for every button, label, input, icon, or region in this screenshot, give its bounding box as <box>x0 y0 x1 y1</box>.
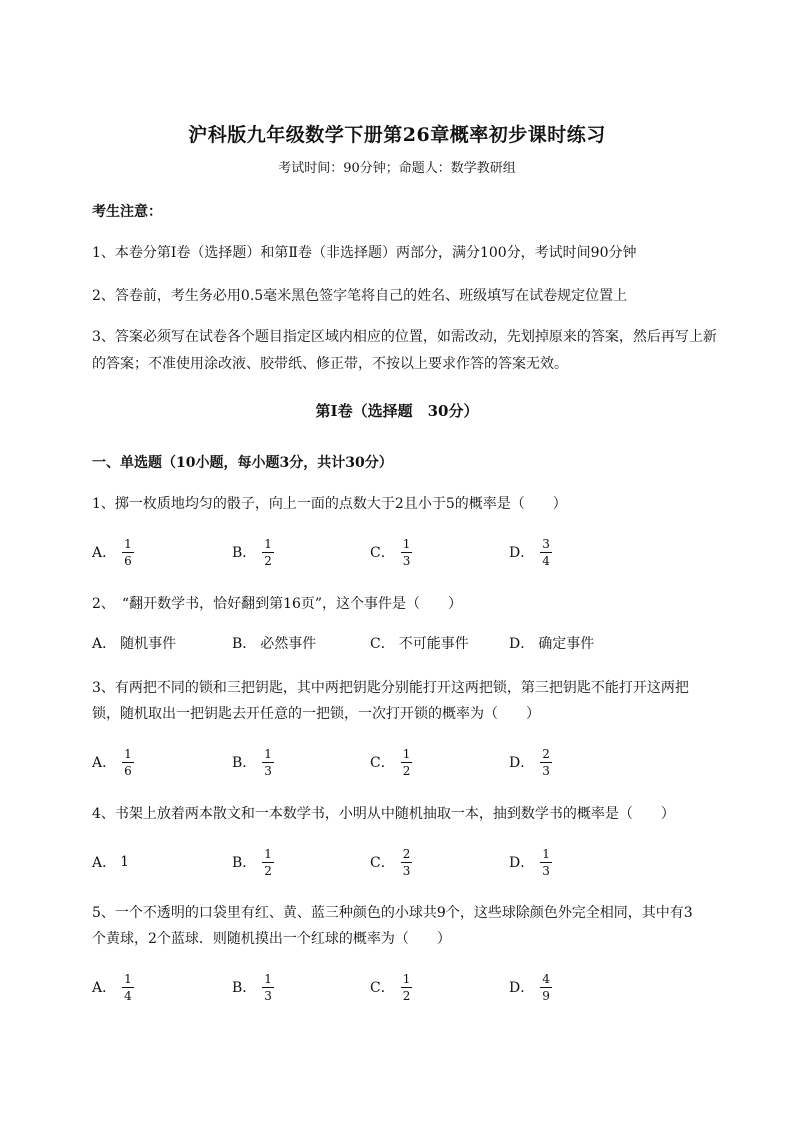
fraction-denominator: 6 <box>124 553 132 568</box>
fraction-denominator: 2 <box>264 863 272 878</box>
option-b <box>232 623 316 663</box>
fraction-denominator: 4 <box>542 553 550 568</box>
option-b <box>232 967 274 1007</box>
option-a <box>92 623 176 663</box>
option-label: B． <box>232 636 257 652</box>
part-heading: 一、单选题（10小题，每小题3分，共计30分） <box>92 455 393 471</box>
option-d <box>509 742 552 782</box>
note-item: 3、答案必须写在试卷各个题目指定区域内相应的位置，如需改动，先划掉原来的答案，然后再写上新 <box>92 329 717 345</box>
fraction-denominator: 3 <box>542 763 550 778</box>
notes-heading: 考生注意： <box>92 204 162 220</box>
option-label: C． <box>370 855 395 871</box>
option-label: D． <box>509 855 535 871</box>
section-title: 第I卷（选择题 30分） <box>315 402 479 420</box>
fraction <box>540 972 552 1003</box>
option-b <box>232 532 274 572</box>
question-text: 4、书架上放着两本散文和一本数学书，小明从中随机抽取一本，抽到数学书的概率是（ ） <box>92 806 675 822</box>
fraction <box>122 747 134 778</box>
exam-info: 考试时间：90分钟；命题人：数学教研组 <box>278 161 516 176</box>
option-c <box>370 623 469 663</box>
fraction <box>401 972 413 1003</box>
option-a <box>92 742 134 782</box>
page-title: 沪科版九年级数学下册第26章概率初步课时练习 <box>188 124 606 146</box>
option-label: D． <box>509 545 535 561</box>
option-c <box>370 842 412 882</box>
fraction-numerator: 1 <box>542 846 550 861</box>
option-label: B． <box>232 755 257 771</box>
fraction <box>540 537 552 568</box>
fraction-denominator: 3 <box>402 863 411 878</box>
question-text: 3、有两把不同的锁和三把钥匙，其中两把钥匙分别能打开这两把锁，第三把钥匙不能打开这两把 <box>92 680 689 696</box>
option-label: D． <box>509 636 535 652</box>
option-label: B． <box>232 545 257 561</box>
option-label: A． <box>92 636 117 652</box>
option-row <box>92 623 712 663</box>
fraction-denominator: 2 <box>402 988 411 1003</box>
fraction-denominator: 9 <box>542 988 550 1003</box>
fraction <box>401 747 413 778</box>
option-d <box>509 967 552 1007</box>
option-row <box>92 742 712 782</box>
fraction-numerator: 1 <box>124 971 132 986</box>
fraction-denominator: 3 <box>264 988 272 1003</box>
fraction-denominator: 2 <box>264 553 272 568</box>
question-text: 2、 “翻开数学书，恰好翻到第16页”，这个事件是（ ） <box>92 596 463 612</box>
option-b <box>232 842 274 882</box>
note-item: 的答案；不准使用涂改液、胶带纸、修正带，不按以上要求作答的答案无效。 <box>92 356 568 372</box>
option-label: D． <box>509 755 535 771</box>
option-a <box>92 532 134 572</box>
option-text: 不可能事件 <box>398 636 469 652</box>
fraction-numerator: 1 <box>402 746 411 761</box>
question-text: 锁，随机取出一把钥匙去开任意的一把锁，一次打开锁的概率为（ ） <box>92 706 540 722</box>
option-text: 随机事件 <box>120 636 177 652</box>
fraction-denominator: 4 <box>124 988 132 1003</box>
option-label: A． <box>92 545 117 561</box>
option-label: B． <box>232 980 257 996</box>
option-label: C． <box>370 755 395 771</box>
fraction <box>262 747 274 778</box>
fraction-denominator: 2 <box>402 763 411 778</box>
option-c <box>370 742 412 782</box>
question-text: 个黄球，2个蓝球．则随机摸出一个红球的概率为（ ） <box>92 931 451 947</box>
option-label: A． <box>92 855 117 871</box>
fraction <box>262 537 274 568</box>
fraction <box>122 537 134 568</box>
option-d <box>509 532 552 572</box>
fraction-numerator: 2 <box>542 746 550 761</box>
option-label: A． <box>92 980 117 996</box>
note-item: 1、本卷分第I卷（选择题）和第Ⅱ卷（非选择题）两部分，满分100分，考试时间90分钟 <box>92 245 637 261</box>
option-d <box>509 842 552 882</box>
question-text: 1、掷一枚质地均匀的骰子，向上一面的点数大于2且小于5的概率是（ ） <box>92 496 567 512</box>
option-c <box>370 967 412 1007</box>
fraction <box>401 537 413 568</box>
fraction <box>262 847 274 878</box>
fraction-numerator: 1 <box>124 536 132 551</box>
question-text: 5、一个不透明的口袋里有红、黄、蓝三种颜色的小球共9个，这些球除颜色外完全相同，其中有3 <box>92 905 693 921</box>
option-label: C． <box>370 636 395 652</box>
option-label: D． <box>509 980 535 996</box>
fraction-denominator: 6 <box>124 763 132 778</box>
fraction <box>540 747 552 778</box>
fraction-numerator: 2 <box>402 846 411 861</box>
option-a <box>92 842 129 882</box>
option-label: A． <box>92 755 117 771</box>
option-a <box>92 967 134 1007</box>
fraction <box>401 847 413 878</box>
option-label: B． <box>232 855 257 871</box>
option-text: 确定事件 <box>538 636 595 652</box>
option-d <box>509 623 594 663</box>
fraction-denominator: 3 <box>264 763 272 778</box>
option-label: C． <box>370 980 395 996</box>
fraction-numerator: 3 <box>542 536 550 551</box>
fraction-numerator: 4 <box>542 971 550 986</box>
fraction-numerator: 1 <box>264 746 272 761</box>
option-label: C． <box>370 545 395 561</box>
fraction <box>540 847 552 878</box>
fraction-numerator: 1 <box>264 846 272 861</box>
option-c <box>370 532 412 572</box>
fraction-denominator: 3 <box>542 863 550 878</box>
option-row <box>92 967 712 1007</box>
fraction <box>122 972 134 1003</box>
option-row <box>92 532 712 572</box>
fraction-denominator: 3 <box>402 553 411 568</box>
option-text: 必然事件 <box>260 636 317 652</box>
fraction-numerator: 1 <box>402 536 411 551</box>
fraction-numerator: 1 <box>264 536 272 551</box>
fraction <box>262 972 274 1003</box>
note-item: 2、答卷前，考生务必用0.5毫米黑色签字笔将自己的姓名、班级填写在试卷规定位置上 <box>92 288 628 304</box>
fraction-numerator: 1 <box>402 971 411 986</box>
fraction-numerator: 1 <box>264 971 272 986</box>
option-b <box>232 742 274 782</box>
fraction-numerator: 1 <box>124 746 132 761</box>
option-row <box>92 842 712 882</box>
option-text: 1 <box>120 854 130 870</box>
